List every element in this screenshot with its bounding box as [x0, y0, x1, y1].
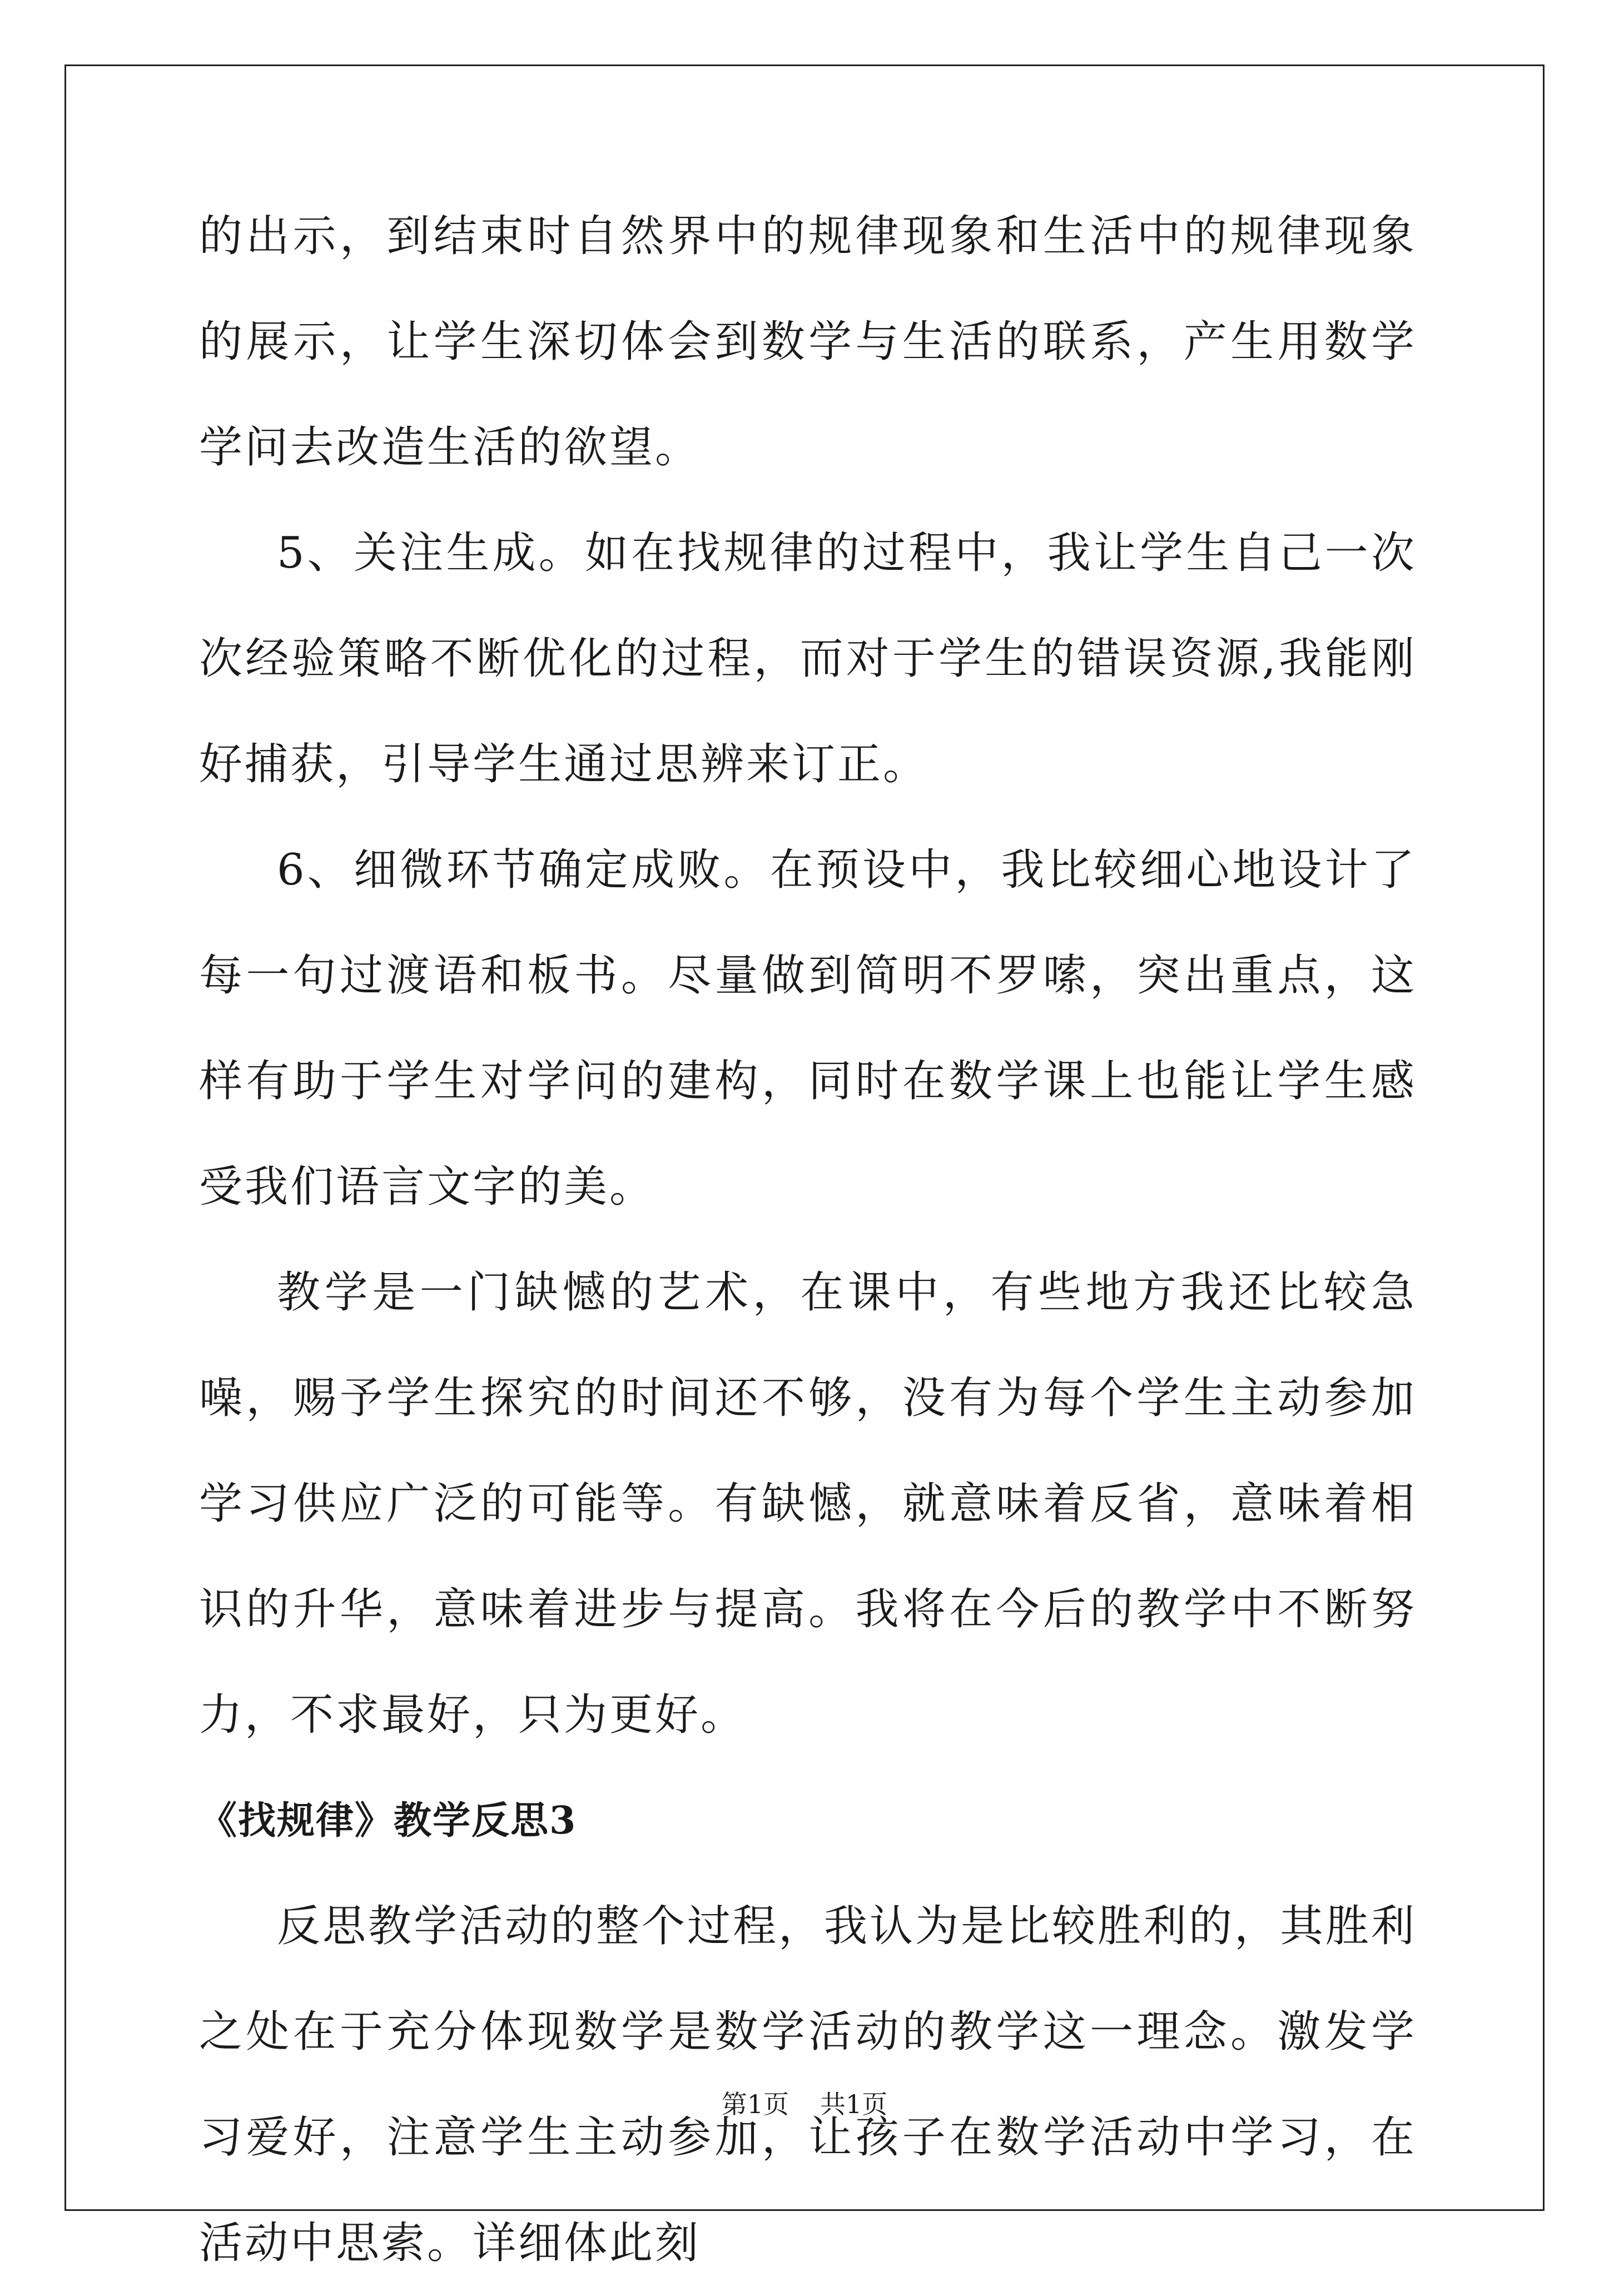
document-body [199, 183, 1417, 2296]
paragraph-1: 的出示，到结束时自然界中的规律现象和生活中的规律现象的展示，让学生深切体会到数学与生活的联系，产生用数学学问去改造生活的欲望。 [199, 211, 1417, 473]
paragraph-4: 教学是一门缺憾的艺术，在课中，有些地方我还比较急噪，赐予学生探究的时间还不够，没有为每个学生主动参加学习供应广泛的可能等。有缺憾，就意味着反省，意味着相识的升华，意味着进步与提高。我将在今后的教学中不断努力，不求最好，只为更好。 [199, 1268, 1417, 1740]
paragraph-2: 5、关注生成。如在找规律的过程中，我让学生自己一次次经验策略不断优化的过程，而对于学生的错误资源,我能刚好捕获，引导学生通过思辨来订正。 [199, 528, 1417, 789]
page-footer [0, 2088, 1609, 2121]
page-total: 共1页 [820, 2089, 888, 2119]
page-number: 第1页 [721, 2089, 789, 2119]
paragraph-5: 反思教学活动的整个过程，我认为是比较胜利的，其胜利之处在于充分体现数学是数学活动的教学这一理念。激发学习爱好，注意学生主动参加，让孩子在数学活动中学习，在活动中思索。详细体此刻 [199, 1901, 1417, 2268]
section-heading: 《找规律》教学反思3 [199, 1798, 577, 1843]
paragraph-3: 6、细微环节确定成败。在预设中，我比较细心地设计了每一句过渡语和板书。尽量做到简明不罗嗦，突出重点，这样有助于学生对学问的建构，同时在数学课上也能让学生感受我们语言文字的美。 [199, 845, 1417, 1212]
